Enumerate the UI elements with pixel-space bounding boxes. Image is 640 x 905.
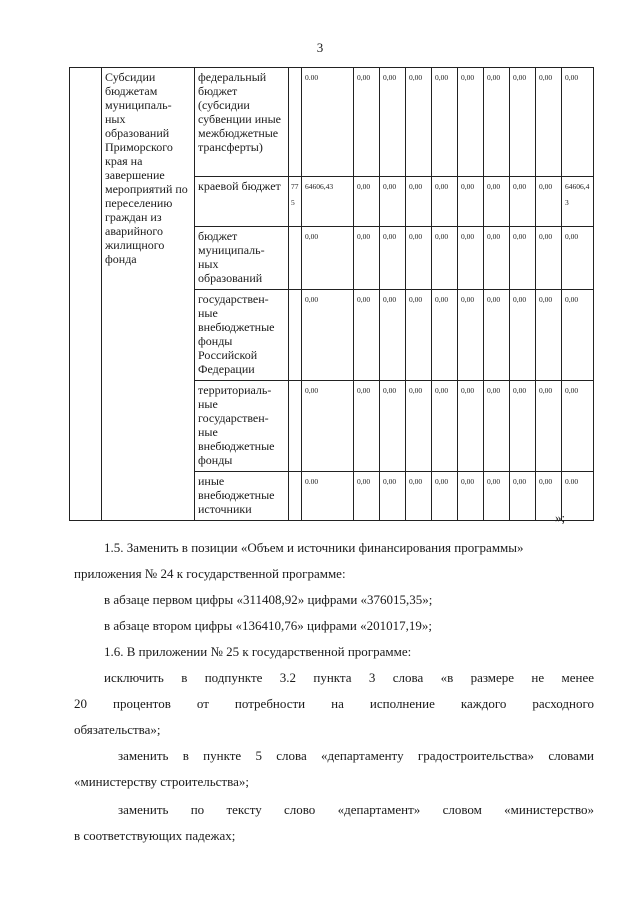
year-cell: 0,00 bbox=[406, 381, 432, 472]
year-cell: 0,00 bbox=[432, 68, 458, 177]
year-cell: 0,00 bbox=[354, 68, 380, 177]
year-cell: 0,00 bbox=[536, 381, 562, 472]
year-cell: 0,00 bbox=[406, 227, 432, 290]
year-cell: 0,00 bbox=[484, 177, 510, 227]
last-cell: 0,00 bbox=[562, 381, 594, 472]
page-number: 3 bbox=[316, 40, 324, 55]
year-cell: 0,00 bbox=[510, 381, 536, 472]
year-cell: 0,00 bbox=[536, 472, 562, 521]
year-cell: 0,00 bbox=[432, 177, 458, 227]
year-cell: 0,00 bbox=[484, 227, 510, 290]
year-cell: 0,00 bbox=[406, 290, 432, 381]
year-cell: 0,00 bbox=[354, 381, 380, 472]
year-cell: 0,00 bbox=[406, 177, 432, 227]
code-cell bbox=[289, 227, 302, 290]
paragraph-exclude-line3: обязательства»; bbox=[74, 722, 161, 737]
last-cell: 0,00 bbox=[562, 290, 594, 381]
year-cell: 0,00 bbox=[354, 290, 380, 381]
year-cell: 0,00 bbox=[432, 290, 458, 381]
year-cell: 0,00 bbox=[406, 68, 432, 177]
paragraph-text-replace-line2: в соответствующих падежах; bbox=[74, 828, 236, 843]
source-cell: федеральный бюджет (субсидии субвенции иные межбюджетные трансферты) bbox=[195, 68, 289, 177]
total-cell: 0.00 bbox=[302, 472, 354, 521]
year-cell: 0,00 bbox=[484, 381, 510, 472]
year-cell: 0,00 bbox=[432, 472, 458, 521]
closing-quote: »; bbox=[555, 510, 566, 525]
year-cell: 0,00 bbox=[380, 290, 406, 381]
code-cell bbox=[289, 68, 302, 177]
source-cell: государствен-ные внебюджетные фонды Российской Федерации bbox=[195, 290, 289, 381]
year-cell: 0,00 bbox=[458, 177, 484, 227]
total-cell: 0,00 bbox=[302, 227, 354, 290]
paragraph-second-abzats: в абзаце втором цифры «136410,76» цифрами «201017,19»; bbox=[104, 618, 432, 633]
total-cell: 0,00 bbox=[302, 290, 354, 381]
year-cell: 0,00 bbox=[380, 381, 406, 472]
financing-table bbox=[69, 67, 594, 521]
paragraph-1-5-line2: приложения № 24 к государственной программе: bbox=[74, 566, 346, 581]
year-cell: 0,00 bbox=[510, 177, 536, 227]
program-name-cell: Субсидии бюджетам муниципаль-ных образований Приморского края на завершение мероприятий по переселению граждан из аварийного жилищного фонда bbox=[102, 68, 195, 521]
paragraph-replace-line2: «министерству строительства»; bbox=[74, 774, 249, 789]
year-cell: 0,00 bbox=[510, 472, 536, 521]
paragraph-replace-line1: заменить в пункте 5 слова «департаменту градостроительства» словами bbox=[118, 748, 594, 763]
last-cell: 0,00 bbox=[562, 68, 594, 177]
code-cell: 775 bbox=[289, 177, 302, 227]
code-cell bbox=[289, 290, 302, 381]
year-cell: 0,00 bbox=[458, 472, 484, 521]
code-cell bbox=[289, 472, 302, 521]
year-cell: 0,00 bbox=[458, 68, 484, 177]
source-cell: иные внебюджетные источники bbox=[195, 472, 289, 521]
year-cell: 0,00 bbox=[536, 290, 562, 381]
year-cell: 0,00 bbox=[484, 290, 510, 381]
source-cell: территориаль-ные государствен-ные внебюджетные фонды bbox=[195, 381, 289, 472]
year-cell: 0,00 bbox=[380, 177, 406, 227]
paragraph-first-abzats: в абзаце первом цифры «311408,92» цифрами «376015,35»; bbox=[104, 592, 433, 607]
code-cell bbox=[289, 381, 302, 472]
table-body bbox=[70, 68, 594, 521]
paragraph-exclude-line1: исключить в подпункте 3.2 пункта 3 слова «в размере не менее bbox=[104, 670, 594, 685]
year-cell: 0,00 bbox=[432, 227, 458, 290]
total-cell: 64606,43 bbox=[302, 177, 354, 227]
year-cell: 0,00 bbox=[536, 177, 562, 227]
paragraph-1-5-line1: 1.5. Заменить в позиции «Объем и источники финансирования программы» bbox=[104, 540, 524, 555]
total-cell: 0,00 bbox=[302, 381, 354, 472]
table-row bbox=[70, 68, 594, 177]
last-cell: 0.00 bbox=[562, 472, 594, 521]
year-cell: 0,00 bbox=[536, 227, 562, 290]
last-cell: 0,00 bbox=[562, 227, 594, 290]
year-cell: 0,00 bbox=[380, 68, 406, 177]
year-cell: 0,00 bbox=[354, 472, 380, 521]
year-cell: 0,00 bbox=[380, 227, 406, 290]
source-cell: краевой бюджет bbox=[195, 177, 289, 227]
year-cell: 0,00 bbox=[432, 381, 458, 472]
paragraph-1-6: 1.6. В приложении № 25 к государственной программе: bbox=[104, 644, 412, 659]
year-cell: 0,00 bbox=[406, 472, 432, 521]
year-cell: 0,00 bbox=[354, 177, 380, 227]
year-cell: 0,00 bbox=[484, 472, 510, 521]
year-cell: 0,00 bbox=[458, 381, 484, 472]
row-number-cell bbox=[70, 68, 102, 521]
year-cell: 0,00 bbox=[536, 68, 562, 177]
year-cell: 0,00 bbox=[484, 68, 510, 177]
year-cell: 0,00 bbox=[354, 227, 380, 290]
year-cell: 0,00 bbox=[458, 290, 484, 381]
paragraph-exclude-line2: 20 процентов от потребности на исполнение каждого расходного bbox=[74, 696, 594, 711]
year-cell: 0,00 bbox=[458, 227, 484, 290]
year-cell: 0,00 bbox=[510, 227, 536, 290]
source-cell: бюджет муниципаль-ных образований bbox=[195, 227, 289, 290]
paragraph-text-replace-line1: заменить по тексту слово «департамент» словом «министерство» bbox=[118, 802, 594, 817]
year-cell: 0,00 bbox=[380, 472, 406, 521]
year-cell: 0,00 bbox=[510, 68, 536, 177]
total-cell: 0.00 bbox=[302, 68, 354, 177]
last-cell: 64606,43 bbox=[562, 177, 594, 227]
year-cell: 0,00 bbox=[510, 290, 536, 381]
